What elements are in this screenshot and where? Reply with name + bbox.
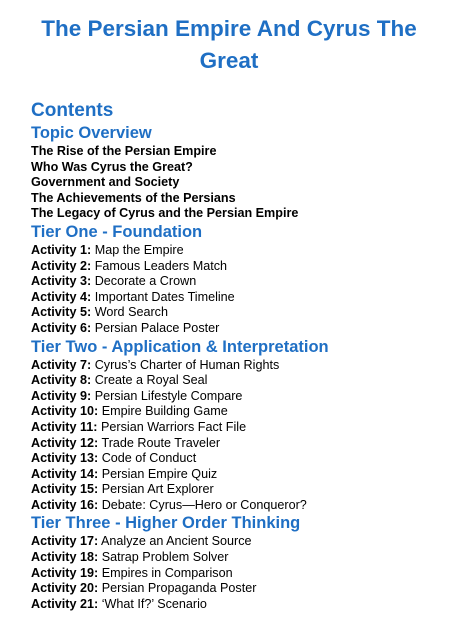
activity-label: Activity 2: bbox=[31, 258, 92, 273]
overview-item: The Legacy of Cyrus and the Persian Empire bbox=[31, 206, 299, 221]
activity-item bbox=[31, 534, 427, 550]
tier-three-heading: Tier Three - Higher Order Thinking bbox=[31, 514, 301, 533]
topic-overview-section bbox=[31, 123, 427, 222]
activity-item bbox=[31, 581, 427, 597]
activity-label: Activity 3: bbox=[31, 274, 92, 289]
activity-item bbox=[31, 404, 427, 420]
activity-title: ‘What If?’ Scenario bbox=[101, 596, 207, 611]
activity-label: Activity 6: bbox=[31, 320, 92, 335]
activity-title: Persian Art Explorer bbox=[101, 482, 214, 497]
activity-item bbox=[31, 358, 427, 374]
activity-title: Cyrus’s Charter of Human Rights bbox=[94, 357, 280, 372]
overview-item: The Rise of the Persian Empire bbox=[31, 144, 217, 158]
activity-title: Debate: Cyrus—Hero or Conqueror? bbox=[101, 497, 307, 512]
activity-title: Persian Empire Quiz bbox=[101, 466, 218, 481]
activity-title: Map the Empire bbox=[94, 242, 184, 257]
activity-label: Activity 20: bbox=[31, 581, 99, 596]
page-title: The Persian Empire And Cyrus The Great bbox=[41, 16, 417, 73]
activity-item bbox=[31, 498, 427, 514]
activity-title: Create a Royal Seal bbox=[94, 373, 208, 388]
activity-title: Persian Propaganda Poster bbox=[101, 581, 257, 596]
activity-label: Activity 1: bbox=[31, 242, 92, 257]
activity-item bbox=[31, 321, 427, 337]
tier-one-section bbox=[31, 222, 427, 337]
activity-item bbox=[31, 243, 427, 259]
activity-item bbox=[31, 259, 427, 275]
activity-item bbox=[31, 290, 427, 306]
activity-title: Trade Route Traveler bbox=[101, 435, 221, 450]
activity-title: Famous Leaders Match bbox=[94, 258, 227, 273]
activity-label: Activity 12: bbox=[31, 435, 99, 450]
activity-label: Activity 4: bbox=[31, 289, 92, 304]
activity-label: Activity 19: bbox=[31, 565, 99, 580]
activity-title: Empire Building Game bbox=[101, 404, 228, 419]
activity-label: Activity 13: bbox=[31, 451, 99, 466]
activity-item bbox=[31, 274, 427, 290]
activity-title: Persian Palace Poster bbox=[94, 320, 220, 335]
topic-overview-heading: Topic Overview bbox=[31, 124, 152, 142]
tier-one-heading: Tier One - Foundation bbox=[31, 222, 203, 241]
activity-title: Important Dates Timeline bbox=[94, 289, 235, 304]
activity-item bbox=[31, 305, 427, 321]
activity-label: Activity 10: bbox=[31, 404, 99, 419]
tier-three-section bbox=[31, 513, 427, 612]
activity-label: Activity 5: bbox=[31, 305, 92, 320]
activity-label: Activity 7: bbox=[31, 357, 92, 372]
activity-title: Decorate a Crown bbox=[94, 274, 197, 289]
activity-title: Persian Lifestyle Compare bbox=[94, 388, 243, 403]
activity-title: Analyze an Ancient Source bbox=[101, 534, 252, 549]
activity-item bbox=[31, 373, 427, 389]
activity-item bbox=[31, 597, 427, 613]
activity-label: Activity 17: bbox=[31, 534, 99, 549]
activity-label: Activity 14: bbox=[31, 466, 99, 481]
activity-item bbox=[31, 482, 427, 498]
activity-label: Activity 21: bbox=[31, 596, 99, 611]
tier-two-section bbox=[31, 337, 427, 514]
activity-label: Activity 18: bbox=[31, 550, 99, 565]
contents-heading: Contents bbox=[31, 100, 114, 121]
activity-title: Word Search bbox=[94, 305, 168, 320]
activity-item bbox=[31, 566, 427, 582]
activity-label: Activity 15: bbox=[31, 482, 99, 497]
activity-label: Activity 16: bbox=[31, 497, 99, 512]
activity-title: Persian Warriors Fact File bbox=[101, 419, 247, 434]
activity-item bbox=[31, 451, 427, 467]
activity-label: Activity 11: bbox=[31, 419, 98, 434]
activity-label: Activity 8: bbox=[31, 373, 92, 388]
activity-item bbox=[31, 436, 427, 452]
activity-title: Satrap Problem Solver bbox=[101, 550, 229, 565]
activity-title: Code of Conduct bbox=[101, 451, 197, 466]
overview-item: Who Was Cyrus the Great? bbox=[31, 159, 193, 174]
activity-item bbox=[31, 550, 427, 566]
activity-item bbox=[31, 420, 427, 436]
overview-item: The Achievements of the Persians bbox=[31, 190, 236, 205]
activity-title: Empires in Comparison bbox=[101, 565, 233, 580]
activity-item bbox=[31, 467, 427, 483]
activity-item bbox=[31, 389, 427, 405]
tier-two-heading: Tier Two - Application & Interpretation bbox=[31, 337, 329, 356]
overview-item: Government and Society bbox=[31, 175, 180, 190]
activity-label: Activity 9: bbox=[31, 388, 92, 403]
